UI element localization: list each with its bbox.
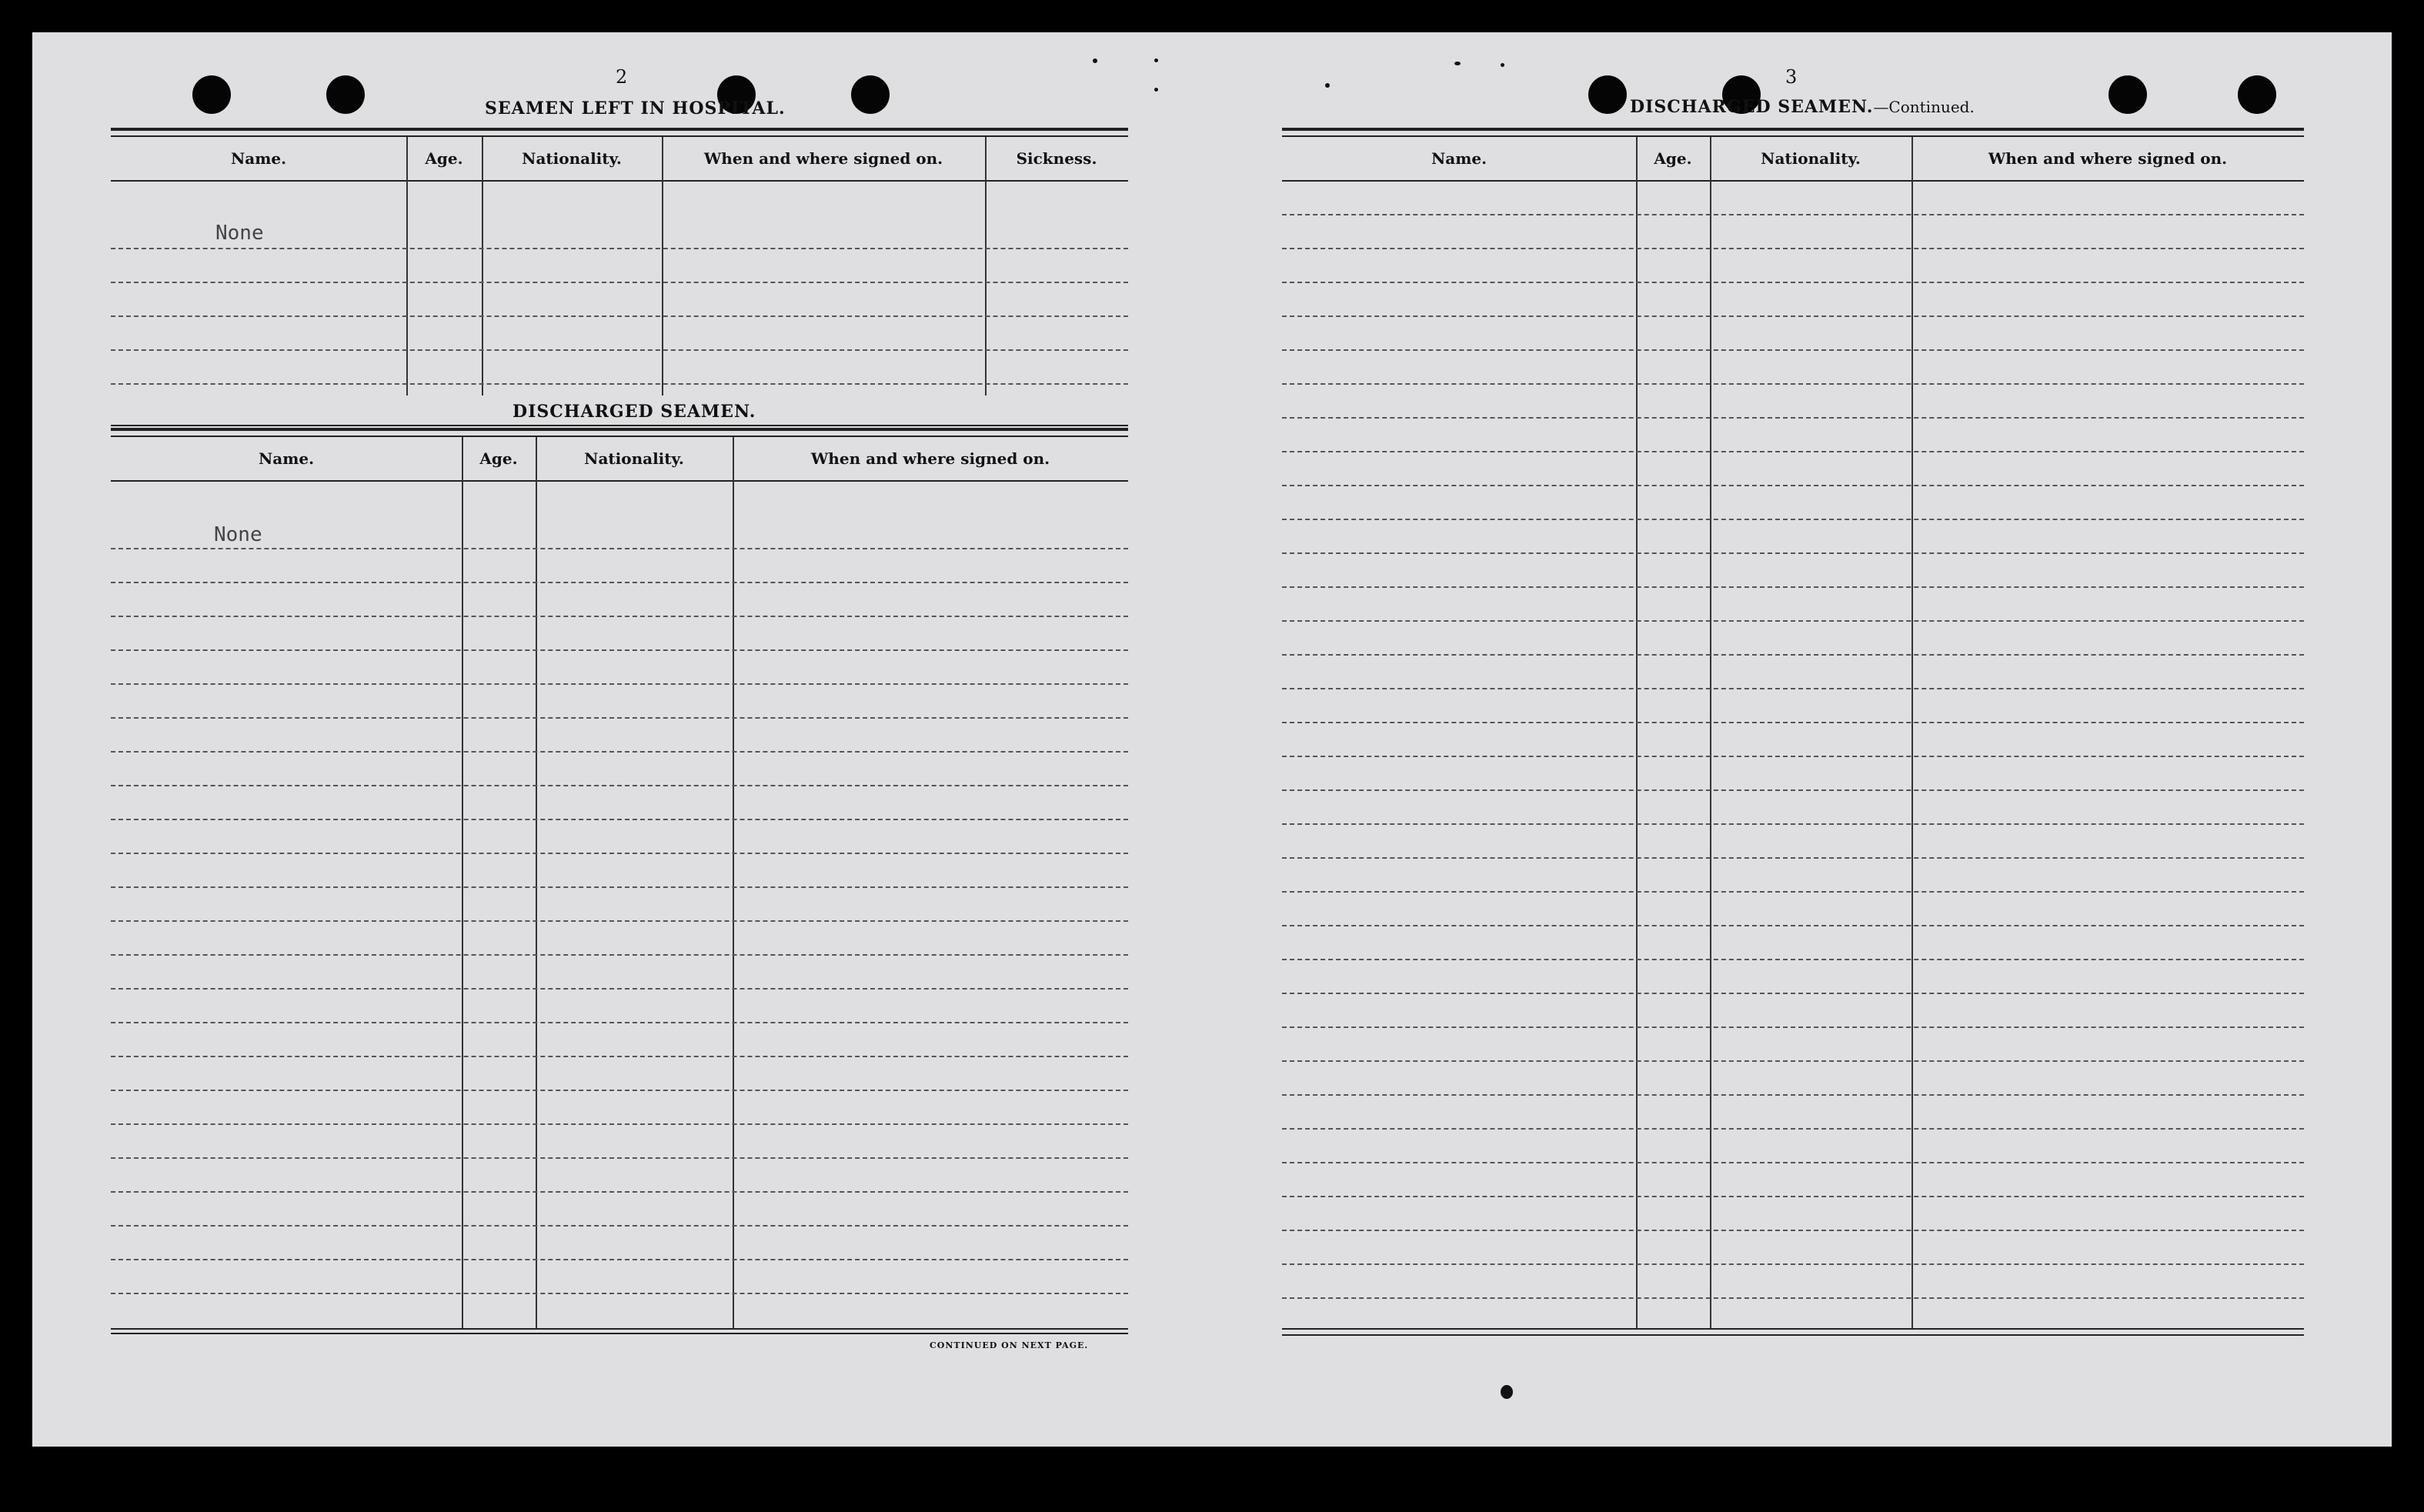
ruled-line: [111, 248, 1128, 249]
ruled-line: [111, 282, 1128, 283]
column-header-nationality: Nationality.: [1761, 149, 1861, 168]
ruled-line: [111, 785, 1128, 786]
ruled-line: [111, 954, 1128, 956]
page-number-left: 2: [616, 66, 628, 88]
ruled-line: [111, 582, 1128, 583]
ruled-line: [111, 548, 1128, 549]
right-title-suffix: —Continued.: [1873, 98, 1975, 116]
ruled-line: [1282, 417, 2304, 419]
punch-hole: [326, 75, 365, 114]
hospital-table: [111, 128, 1128, 428]
continued-footnote: CONTINUED ON NEXT PAGE.: [930, 1340, 1089, 1350]
column-header-signed-on: When and where signed on.: [810, 449, 1050, 468]
column-header-age: Age.: [425, 149, 463, 168]
ruled-line: [1282, 552, 2304, 554]
ruled-line: [1282, 722, 2304, 723]
ruled-line: [111, 819, 1128, 820]
ruled-line: [1282, 248, 2304, 249]
ruled-line: [1282, 620, 2304, 622]
discharged-entry-text: None: [214, 523, 262, 546]
discharged-table-right: [1282, 128, 2304, 1340]
ink-speck: [1501, 1385, 1513, 1399]
document-sheet: [32, 32, 2392, 1447]
ruled-line: [111, 649, 1128, 651]
column-header-nationality: Nationality.: [522, 149, 622, 168]
ruled-line: [1282, 451, 2304, 452]
ruled-line: [111, 1022, 1128, 1023]
ruled-line: [1282, 1263, 2304, 1265]
ruled-line: [111, 616, 1128, 617]
ink-speck: [1325, 83, 1330, 88]
ruled-line: [1282, 789, 2304, 791]
column-header-age: Age.: [479, 449, 518, 468]
ruled-line: [1282, 383, 2304, 385]
ruled-line: [111, 1056, 1128, 1057]
discharged-section-title: DISCHARGED SEAMEN.: [513, 402, 756, 422]
column-header-signed-on: When and where signed on.: [703, 149, 943, 168]
ruled-line: [111, 988, 1128, 990]
ruled-line: [1282, 654, 2304, 656]
ruled-line: [1282, 959, 2304, 960]
ruled-line: [1282, 857, 2304, 859]
column-header-sickness: Sickness.: [1016, 149, 1097, 168]
ruled-line: [111, 1259, 1128, 1260]
column-header-name: Name.: [1431, 149, 1487, 168]
ruled-line: [111, 1225, 1128, 1227]
ruled-line: [111, 751, 1128, 753]
ruled-line: [1282, 688, 2304, 689]
ruled-line: [1282, 282, 2304, 283]
ruled-line: [111, 1191, 1128, 1193]
ruled-line: [1282, 1162, 2304, 1163]
ruled-line: [1282, 485, 2304, 486]
ruled-line: [111, 383, 1128, 385]
column-header-signed-on: When and where signed on.: [1988, 149, 2228, 168]
punch-hole: [2238, 75, 2276, 114]
punch-hole: [851, 75, 890, 114]
ink-speck: [1154, 58, 1158, 62]
ruled-line: [111, 683, 1128, 685]
hospital-section-title: SEAMEN LEFT IN HOSPITAL.: [485, 98, 786, 118]
ruled-line: [1282, 519, 2304, 520]
ruled-line: [111, 349, 1128, 351]
column-header-name: Name.: [230, 149, 287, 168]
ruled-line: [1282, 1196, 2304, 1197]
ruled-line: [111, 886, 1128, 888]
ruled-line: [111, 1157, 1128, 1159]
punch-hole: [1588, 75, 1627, 114]
ruled-line: [1282, 1026, 2304, 1028]
ruled-line: [111, 920, 1128, 922]
column-header-age: Age.: [1654, 149, 1692, 168]
ruled-line: [111, 1293, 1128, 1294]
column-header-name: Name.: [258, 449, 315, 468]
ruled-line: [1282, 1297, 2304, 1299]
ruled-line: [1282, 891, 2304, 893]
ruled-line: [1282, 925, 2304, 926]
ruled-line: [1282, 756, 2304, 757]
ruled-line: [1282, 586, 2304, 588]
column-header-nationality: Nationality.: [584, 449, 684, 468]
ink-speck: [1501, 63, 1504, 67]
ruled-line: [1282, 214, 2304, 215]
ruled-line: [1282, 1230, 2304, 1231]
ruled-line: [1282, 1060, 2304, 1062]
ruled-line: [111, 1123, 1128, 1125]
page-number-right: 3: [1785, 66, 1798, 88]
ruled-line: [111, 315, 1128, 317]
right-section-title: [1630, 97, 1975, 117]
right-title-main: DISCHARGED SEAMEN.: [1630, 97, 1874, 117]
punch-hole: [2108, 75, 2147, 114]
ink-speck: [1093, 58, 1097, 63]
ruled-line: [111, 1090, 1128, 1091]
ruled-line: [1282, 349, 2304, 351]
ruled-line: [111, 717, 1128, 719]
punch-hole: [192, 75, 231, 114]
ruled-line: [1282, 993, 2304, 994]
hospital-entry-text: None: [215, 222, 264, 245]
ink-speck: [1454, 62, 1461, 65]
ruled-line: [1282, 1094, 2304, 1096]
ruled-line: [1282, 823, 2304, 825]
ruled-line: [1282, 315, 2304, 317]
ruled-line: [1282, 1128, 2304, 1130]
ruled-line: [111, 853, 1128, 854]
ink-speck: [1154, 88, 1158, 92]
discharged-table-left: [111, 428, 1128, 1340]
